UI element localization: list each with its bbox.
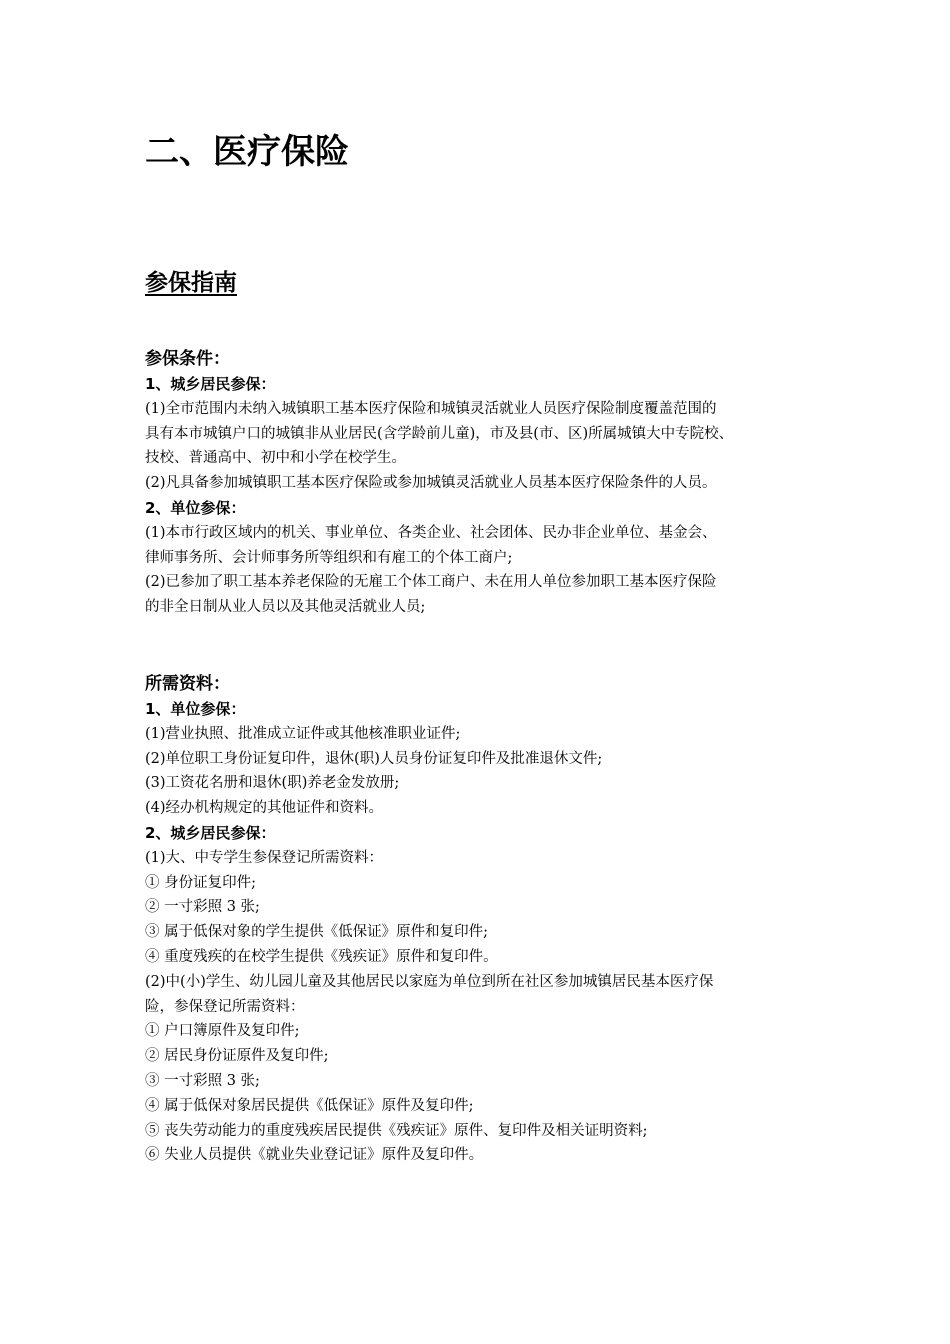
materials-group2-line: ⑥ 失业人员提供《就业失业登记证》原件及复印件。 (145, 1147, 484, 1164)
conditions-group2-title: 2、单位参保： (145, 498, 246, 517)
materials-group2-line: ③ 一寸彩照 3 张; (145, 1072, 260, 1089)
conditions-title: 参保条件： (145, 349, 230, 369)
materials-group2-line: 险，参保登记所需资料： (145, 998, 305, 1015)
conditions-group1-line: (2)凡具备参加城镇职工基本医疗保险或参加城镇灵活就业人员基本医疗保险条件的人员。 (145, 475, 717, 492)
materials-group1-line: (2)单位职工身份证复印件，退休(职)人员身份证复印件及批准退休文件; (145, 750, 603, 767)
page-title: 二、医疗保险 (145, 132, 349, 172)
materials-group1-title: 1、单位参保： (145, 700, 246, 718)
materials-group2-line: (1)大、中专学生参保登记所需资料： (145, 849, 384, 866)
materials-group2-line: ⑤ 丧失劳动能力的重度残疾居民提供《残疾证》原件、复印件及相关证明资料; (145, 1122, 648, 1139)
conditions-group1-line: 具有本市城镇户口的城镇非从业居民(含学龄前儿童)，市及县(市、区)所属城镇大中专院校、 (145, 425, 734, 442)
materials-group2-line: ① 身份证复印件; (145, 874, 256, 891)
conditions-group2-line: 律师事务所、会计师事务所等组织和有雇工的个体工商户; (145, 549, 513, 566)
materials-group2-line: ④ 重度残疾的在校学生提供《残疾证》原件和复印件。 (145, 948, 498, 965)
conditions-group1-line: 技校、普通高中、初中和小学在校学生。 (145, 450, 406, 467)
materials-group1-line: (1)营业执照、批准成立证件或其他核准职业证件; (145, 725, 461, 742)
conditions-section (145, 346, 825, 620)
materials-group2-line: ① 户口簿原件及复印件; (145, 1023, 300, 1040)
materials-group2-line: ④ 属于低保对象居民提供《低保证》原件及复印件; (145, 1097, 474, 1114)
conditions-group1-title: 1、城乡居民参保： (145, 375, 276, 393)
materials-group2-line: ② 一寸彩照 3 张; (145, 899, 260, 916)
materials-group2-title: 2、城乡居民参保： (145, 823, 276, 842)
conditions-group1-line: (1)全市范围内未纳入城镇职工基本医疗保险和城镇灵活就业人员医疗保险制度覆盖范围的 (145, 400, 717, 417)
materials-group2-line: (2)中(小)学生、幼儿园儿童及其他居民以家庭为单位到所在社区参加城镇居民基本医疗保 (145, 973, 714, 990)
materials-group2-line: ③ 属于低保对象的学生提供《低保证》原件和复印件; (145, 924, 488, 941)
materials-group1-line: (3)工资花名册和退休(职)养老金发放册; (145, 775, 400, 792)
conditions-group2-line: (2)已参加了职工基本养老保险的无雇工个体工商户、未在用人单位参加职工基本医疗保险 (145, 574, 717, 591)
conditions-group2-line: (1)本市行政区域内的机关、事业单位、各类企业、社会团体、民办非企业单位、基金会、 (145, 524, 717, 541)
materials-group2-line: ② 居民身份证原件及复印件; (145, 1048, 329, 1065)
conditions-group2-line: 的非全日制从业人员以及其他灵活就业人员; (145, 599, 426, 616)
section-heading: 参保指南 (145, 270, 237, 296)
materials-title: 所需资料： (145, 674, 230, 694)
materials-section (145, 671, 825, 1168)
materials-group1-line: (4)经办机构规定的其他证件和资料。 (145, 800, 384, 817)
